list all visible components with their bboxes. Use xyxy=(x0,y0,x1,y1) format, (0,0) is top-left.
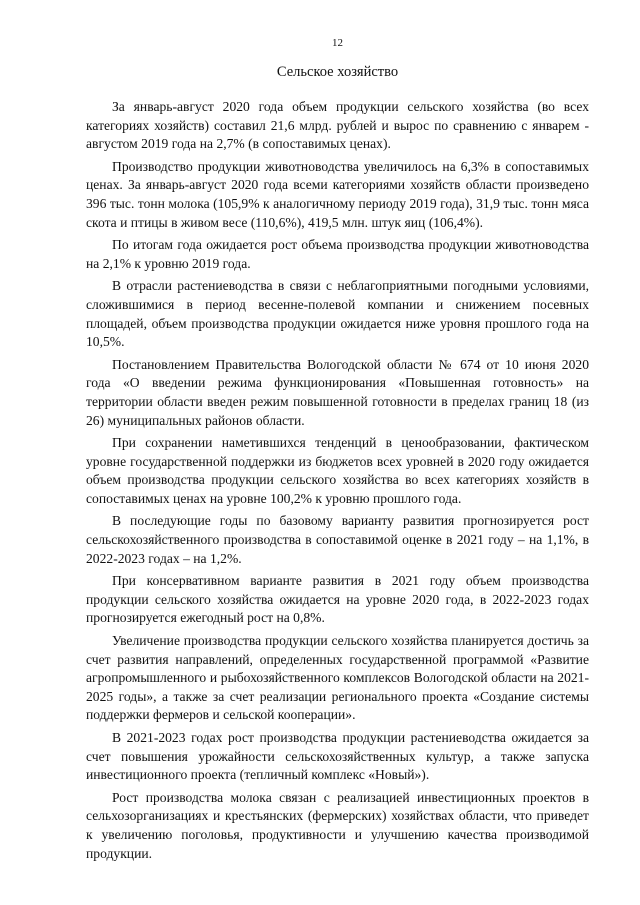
paragraph-11: Рост производства молока связан с реализацией инвестиционных проектов в сельхозорганизациях и крестьянских (фермерских) хозяйствах области, что приведет к увеличению поголовья, продуктивности и улучшению качества производимой продукции. xyxy=(86,789,589,861)
paragraph-6: При сохранении наметившихся тенденций в ценообразовании, фактическом уровне государственной поддержки из бюджетов всех уровней в 2020 году ожидается объем производства продукции сельского хозяйства во всех категориях хозяйств в сопоставимых ценах на уровне 100,2% к уровню прошлого года. xyxy=(86,435,589,506)
paragraph-8: При консервативном варианте развития в 2021 году объем производства продукции сельского хозяйства ожидается на уровне 2020 года, в 2022-2023 годах прогнозируется ежегодный рост на 0,8%. xyxy=(86,573,589,626)
paragraph-2: Производство продукции животноводства увеличилось на 6,3% в сопоставимых ценах. За январь-август 2020 года всеми категориями хозяйств области произведено 396 тыс. тонн молока (105,9% к аналогичному периоду 2019 года), 31,9 тыс. тонн мяса скота и птицы в живом весе (110,6%), 419,5 млн. штук яиц (106,4%). xyxy=(86,158,589,230)
page-number: 12 xyxy=(332,37,343,49)
paragraph-1: За январь-август 2020 года объем продукции сельского хозяйства (во всех категориях хозяйств) составил 21,6 млрд. рублей и вырос по сравнению с январем - августом 2019 года на 2,7% (в сопоставимых ценах). xyxy=(86,99,589,152)
paragraph-10: В 2021-2023 годах рост производства продукции растениеводства ожидается за счет повышения урожайности сельскохозяйственных культур, а также запуска инвестиционного проекта (тепличный комплекс «Новый»). xyxy=(86,730,589,783)
paragraph-7: В последующие годы по базовому варианту развития прогнозируется рост сельскохозяйственного производства в сопоставимой оценке в 2021 году – на 1,1%, в 2022-2023 годах – на 1,2%. xyxy=(86,513,589,566)
paragraph-5: Постановлением Правительства Вологодской области № 674 от 10 июня 2020 года «О введении режима функционирования «Повышенная готовность» на территории области введен режим повышенной готовности в пределах границ 18 (из 26) муниципальных районов области. xyxy=(86,356,589,428)
paragraph-9: Увеличение производства продукции сельского хозяйства планируется достичь за счет развития направлений, определенных государственной программой «Развитие агропромышленного и рыбохозяйственного комплексов Вологодской области на 2021-2025 годы», а также за счет реализации регионального проекта «Создание системы поддержки фермеров и сельской кооперации». xyxy=(86,633,589,723)
document-page xyxy=(86,0,589,905)
paragraph-4: В отрасли растениеводства в связи с неблагоприятными погодными условиями, сложившимися в период весенне-полевой компании и снижением посевных площадей, объем производства продукции ожидается ниже уровня прошлого года на 10,5%. xyxy=(86,278,589,350)
paragraph-3: По итогам года ожидается рост объема производства продукции животноводства на 2,1% к уровню 2019 года. xyxy=(86,237,589,271)
section-title: Сельское хозяйство xyxy=(276,64,399,80)
document-body xyxy=(86,98,589,867)
